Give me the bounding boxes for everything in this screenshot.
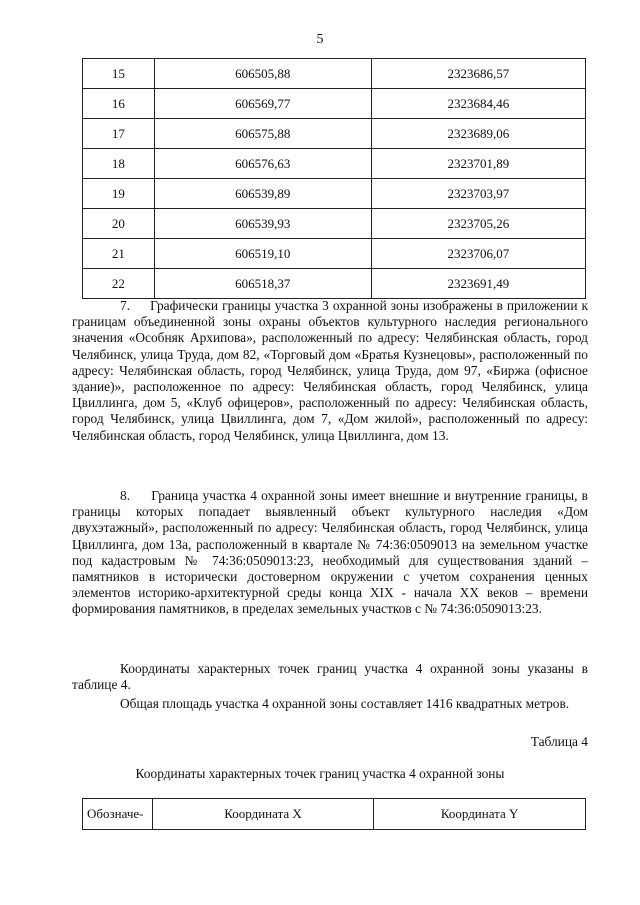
point-number-cell: 20 (83, 209, 155, 239)
coordinate-x-cell: 606539,93 (154, 209, 371, 239)
point-number-cell: 17 (83, 119, 155, 149)
coordinate-x-cell: 606539,89 (154, 179, 371, 209)
table-row (83, 209, 586, 239)
point-number-cell: 22 (83, 269, 155, 299)
coordinate-y-cell: 2323706,07 (371, 239, 585, 269)
page-number: 5 (316, 32, 324, 47)
coordinate-y-cell: 2323701,89 (371, 149, 585, 179)
area-note: Общая площадь участка 4 охранной зоны составляет 1416 квадратных метров. (120, 696, 570, 711)
coordinate-y-cell: 2323703,97 (371, 179, 585, 209)
table-row (83, 239, 586, 269)
coordinate-x-cell: 606576,63 (154, 149, 371, 179)
table-row (83, 89, 586, 119)
coordinate-y-cell: 2323684,46 (371, 89, 585, 119)
point-number-cell: 19 (83, 179, 155, 209)
point-number-cell: 16 (83, 89, 155, 119)
coordinate-y-cell: 2323689,06 (371, 119, 585, 149)
table-title: Координаты характерных точек границ участка 4 охранной зоны (135, 766, 505, 781)
coordinate-x-cell: 606518,37 (154, 269, 371, 299)
coordinate-x-cell: 606569,77 (154, 89, 371, 119)
coordinate-y-cell: 2323691,49 (371, 269, 585, 299)
coordinate-x-cell: 606519,10 (154, 239, 371, 269)
paragraph-7: 7. Графически границы участка 3 охранной зоны изображены в приложении к границам объединенной зоны охраны объектов культурного наследия регионального значения «Особняк Архипова», расположенный по адресу: Челябинская область, город Челябинск, улица Труда, дом 82, «Торговый дом «Братья Кузнецовы», расположенный по адресу: Челябинская область, город Челябинск, улица Труда, дом 97, «Биржа (офисное здание)», расположенное по адресу: Челябинская область, город Челябинск, улица Цвиллинга, дом 5, «Клуб офицеров», расположенный по адресу: Челябинская область, город Челябинск, улица Цвиллинга, дом 7, «Дом жилой», расположенный по адресу: Челябинская область, город Челябинск, улица Цвиллинга, дом 13. (72, 298, 588, 443)
header-coordinate-x: Координата X (152, 799, 373, 830)
coordinate-y-cell: 2323686,57 (371, 59, 585, 89)
table-row (83, 119, 586, 149)
table-4-header (82, 798, 586, 830)
table-row (83, 149, 586, 179)
point-number-cell: 18 (83, 149, 155, 179)
coordinate-x-cell: 606575,88 (154, 119, 371, 149)
header-coordinate-y: Координата Y (374, 799, 586, 830)
table-row (83, 59, 586, 89)
point-number-cell: 15 (83, 59, 155, 89)
table-row (83, 179, 586, 209)
paragraph-8: 8. Граница участка 4 охранной зоны имеет внешние и внутренние границы, в границы которых попадает выявленный объект культурного наследия «Дом двухэтажный», расположенный по адресу: Челябинская область, город Челябинск, улица Цвиллинга, дом 13а, расположенный в квартале № 74:36:0509013 на земельном участке под кадастровым № 74:36:0509013:23, необходимый для существования зданий – памятников в исторически достоверном окружении с учетом сохранения ценных элементов историко-архитектурной среды конца XIX - начала XX веков – времени формирования памятников, в пределах земельных участков с № 74:36:0509013:23. (72, 488, 588, 617)
coordinate-y-cell: 2323705,26 (371, 209, 585, 239)
table-label: Таблица 4 (530, 734, 588, 749)
header-designation: Обозначе- (83, 799, 153, 830)
coordinate-x-cell: 606505,88 (154, 59, 371, 89)
table-header-row (83, 799, 586, 830)
coordinates-note: Координаты характерных точек границ участка 4 охранной зоны указаны в таблице 4. (72, 661, 588, 693)
point-number-cell: 21 (83, 239, 155, 269)
coordinates-table-continued (82, 58, 586, 299)
table-row (83, 269, 586, 299)
